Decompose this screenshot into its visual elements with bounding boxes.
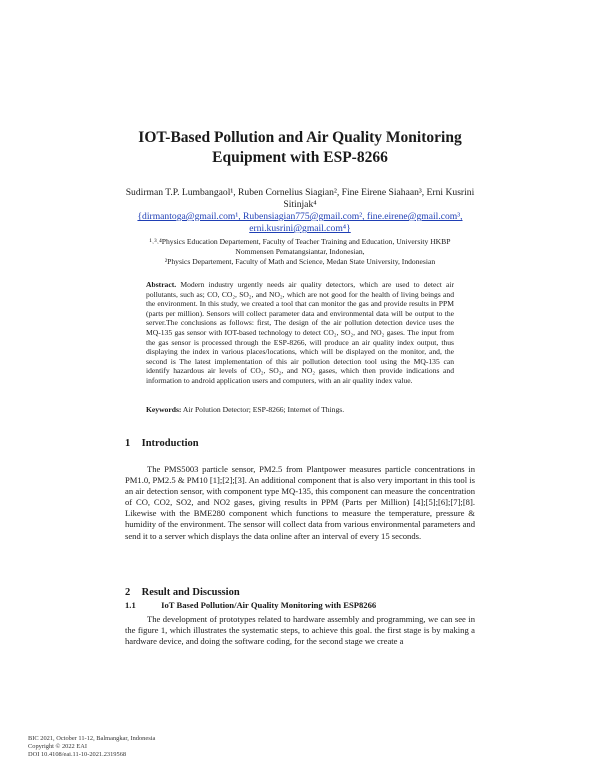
- paper-title: [0, 128, 600, 168]
- affiliation-line-3: ²Physics Departement, Faculty of Math and Science, Medan State University, Indonesian: [164, 257, 436, 266]
- section-heading-introduction: [125, 438, 199, 449]
- abstract-text: Modern industry urgently needs air quality detectors, which are used to detect air pollutants, such as; CO, CO₂, SO₂, and NO₂, which are not good for the health of living beings and the environment. In this study, we created a tool that can monitor the gas and provide results in PPM (parts per million). Sensors will collect parameter data and environmental data will be output to the server.The conclusions as follows: first, The design of the air pollution detection device uses the MQ-135 gas sensor with IOT-based technology to detect CO₂, SO₂, and NO₂ gases. The input from the gas sensor is processed through the ESP-8266, will produce an air quality index output, thus displaying the index in various places/locations, which will be displayed on the monitor, and, the second is The latest implementation of this air pollution detection tool using the MQ-135 can identify hazardous air levels of CO₂, SO₂, and NO₂ gases, which then provide indications and information to android application users and computers, with an air quality index value.: [146, 280, 455, 385]
- abstract: [146, 280, 454, 386]
- affiliation-line-1: ¹˒³˒⁴Physics Education Departement, Faculty of Teacher Training and Education, University HKBP: [149, 237, 451, 246]
- subsection-title: IoT Based Pollution/Air Quality Monitoring with ESP8266: [161, 600, 377, 610]
- keywords-text: Air Polution Detector; ESP-8266; Internet of Things.: [182, 405, 345, 414]
- subsection-number: 1.1: [125, 600, 136, 610]
- keywords: [146, 405, 454, 415]
- footer-conference: BIC 2021, October 11-12, Balmangkar, Indonesia: [28, 735, 156, 742]
- author-emails-line-1[interactable]: {dirmantoga@gmail.com¹, Rubensiagian775@gmail.com², fine.eirene@gmail.com³,: [137, 211, 463, 222]
- section-number: 2: [125, 587, 131, 598]
- authors-line-1: Sudirman T.P. Lumbangaol¹, Ruben Cornelius Siagian², Fine Eirene Siahaan³, Erni Kusrini: [125, 187, 475, 198]
- authors-line-2: Sitinjak⁴: [283, 199, 317, 210]
- title-line-2: Equipment with ESP-8266: [212, 149, 388, 166]
- section-title: Introduction: [141, 438, 199, 449]
- author-block: [60, 187, 540, 235]
- author-emails-line-2[interactable]: erni.kusrini@gmail.com⁴}: [249, 223, 351, 234]
- page-footer: [28, 735, 155, 760]
- affiliations: [80, 237, 520, 267]
- footer-copyright: Copyright © 2022 EAI: [28, 743, 87, 751]
- subsection-heading: [125, 600, 376, 610]
- results-paragraph: The development of prototypes related to hardware assembly and programming, we can see in the figure 1, which illustrates the systematic steps, to achieve this goal. the first stage is by making a hardware device, and doing the software coding, for the second stage we create a: [125, 614, 475, 647]
- introduction-paragraph: The PMS5003 particle sensor, PM2.5 from Plantpower measures particle concentrations in PM1.0, PM2.5 & PM10 [1];[2];[3]. An additional component that is also very important in this tool is an air detection sensor, with component type MQ-135, this component can measure the concentration of CO, CO2, SO2, and NO2 gases, giving results in PPM (Parts per Million) [4];[5];[6];[7];[8]. Likewise with the BME280 component which functions to measure the temperature, pressure & humidity of the environment. The sensor will collect data from various environmental parameters and send it to a server which displays the data online after an interval of every 15 seconds.: [125, 464, 475, 541]
- section-number: 1: [125, 438, 131, 449]
- abstract-label: Abstract.: [146, 280, 177, 289]
- affiliation-line-2: Nommensen Pematangsiantar, Indonesian,: [235, 247, 365, 256]
- footer-doi: DOI 10.4108/eai.11-10-2021.2319568: [28, 751, 127, 759]
- keywords-label: Keywords:: [146, 405, 182, 414]
- section-heading-results: [125, 587, 240, 598]
- title-line-1: IOT-Based Pollution and Air Quality Monitoring: [138, 129, 462, 146]
- section-title: Result and Discussion: [141, 587, 240, 598]
